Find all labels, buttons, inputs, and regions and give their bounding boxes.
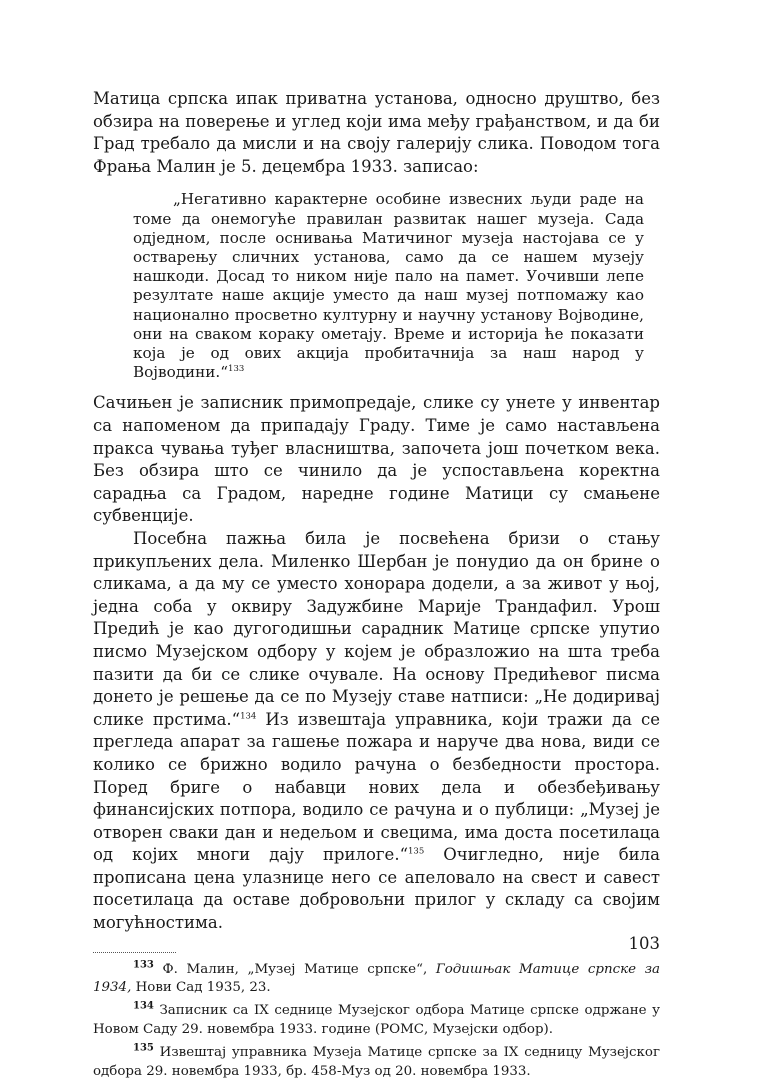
page-number: 103 — [628, 934, 660, 953]
footnote-ref-133[interactable]: 133 — [228, 364, 245, 375]
footnote-number: 134 — [133, 1001, 154, 1012]
footnotes — [93, 961, 660, 1081]
footnote-text: Извештај управника Музеја Матице српске за IX седницу Музејског одбора 29. новембра 1933, бр. 458-Муз од 20. новембра 1933. — [93, 1045, 660, 1079]
page-body — [93, 88, 660, 1086]
footnote-134 — [93, 1002, 660, 1039]
footnote-ref-135[interactable]: 135 — [408, 846, 425, 857]
paragraph-2: Сачињен је записник примопредаје, слике су унете у инвентар са напоменом да припадају Граду. Тиме је само настављена пракса чувања туђег власништва, започета још почетком века. Без обзира што се чинило да је успостављена коректна сарадња са Градом, наредне године Матици су смањене субвенције. — [93, 393, 660, 526]
paragraph-3-part-b: Из извештаја управника, који тражи да се прегледа апарат за гашење пожара и наруче два нова, види се колико се брижно водило рачуна о безбедности простора. Поред бриге о набавци нових дела и обезбеђивању финансијских потпора, водило се рачуна и о публици: „Музеј је отворен сваки дан и недељом и свецима, има доста посетилаца од којих многи дају прилоге.“ — [93, 709, 660, 865]
paragraph-1: Матица српска ипак приватна установа, односно друштво, без обзира на поверење и углед који има међу грађанством, и да би Град требало да мисли и на своју галерију слика. Поводом тога Фрања Малин је 5. децембра 1933. записао: — [93, 89, 660, 176]
footnote-135 — [93, 1044, 660, 1081]
footnote-text: Записник са IX седнице Музејског одбора Матице српске одржане у Новом Саду 29. новембра 1933. године (РОМС, Музејски одбор). — [93, 1003, 660, 1037]
paragraph-3 — [93, 528, 660, 935]
quote-text: „Негативно карактерне особине извесних људи раде на томе да онемогуће правилан развитак нашег музеја. Сада одједном, после оснивања Матичиног музеја настојава се у остварењу сличних установа, само да се нашем музеју нашкоди. Досад то ником није пало на памет. Уочивши лепе резултате наше акције уместо да наш музеј потпомажу као национално просветно културну и научну установу Војводине, они на сваком кораку ометају. Време и историја ће показати која је од ових акција пробитачнија за наш народ у Војводини.“ — [133, 190, 644, 382]
footnote-ref-134[interactable]: 134 — [240, 711, 257, 722]
footnote-text: Ф. Малин, „Музеј Матице српске“, — [153, 961, 436, 977]
footnote-133 — [93, 961, 660, 998]
paragraph-3-part-a: Посебна пажња била је посвећена бризи о стању прикупљених дела. Миленко Шербан је понудио да он брине о сликама, а да му се уместо хонорара додели, а за живот у њој, једна соба у оквиру Задужбине Марије Трандафил. Урош Предић је као дугогодишњи сарадник Матице српске упутио писмо Музејском одбору у којем је образложио на шта треба пазити да би се слике очувале. На основу Предићевог писма донето је решење да се по Музеју ставе натписи: „Не додиривај слике прстима.“ — [93, 528, 660, 729]
footnote-number: 133 — [133, 959, 154, 971]
footnote-number: 135 — [133, 1042, 154, 1054]
footnote-text-end: Нови Сад 1935, 23. — [131, 980, 271, 996]
footnote-italic-title: Годишњак Матице српске за 1934, — [93, 961, 660, 996]
paragraph-3-part-c: Очигледно, није била прописана цена улазнице него се апеловало на свест и савест посетилаца да оставе добровољни прилог у складу са својим могућностима. — [93, 845, 660, 933]
footnote-separator — [93, 952, 176, 953]
block-quote — [133, 190, 644, 382]
